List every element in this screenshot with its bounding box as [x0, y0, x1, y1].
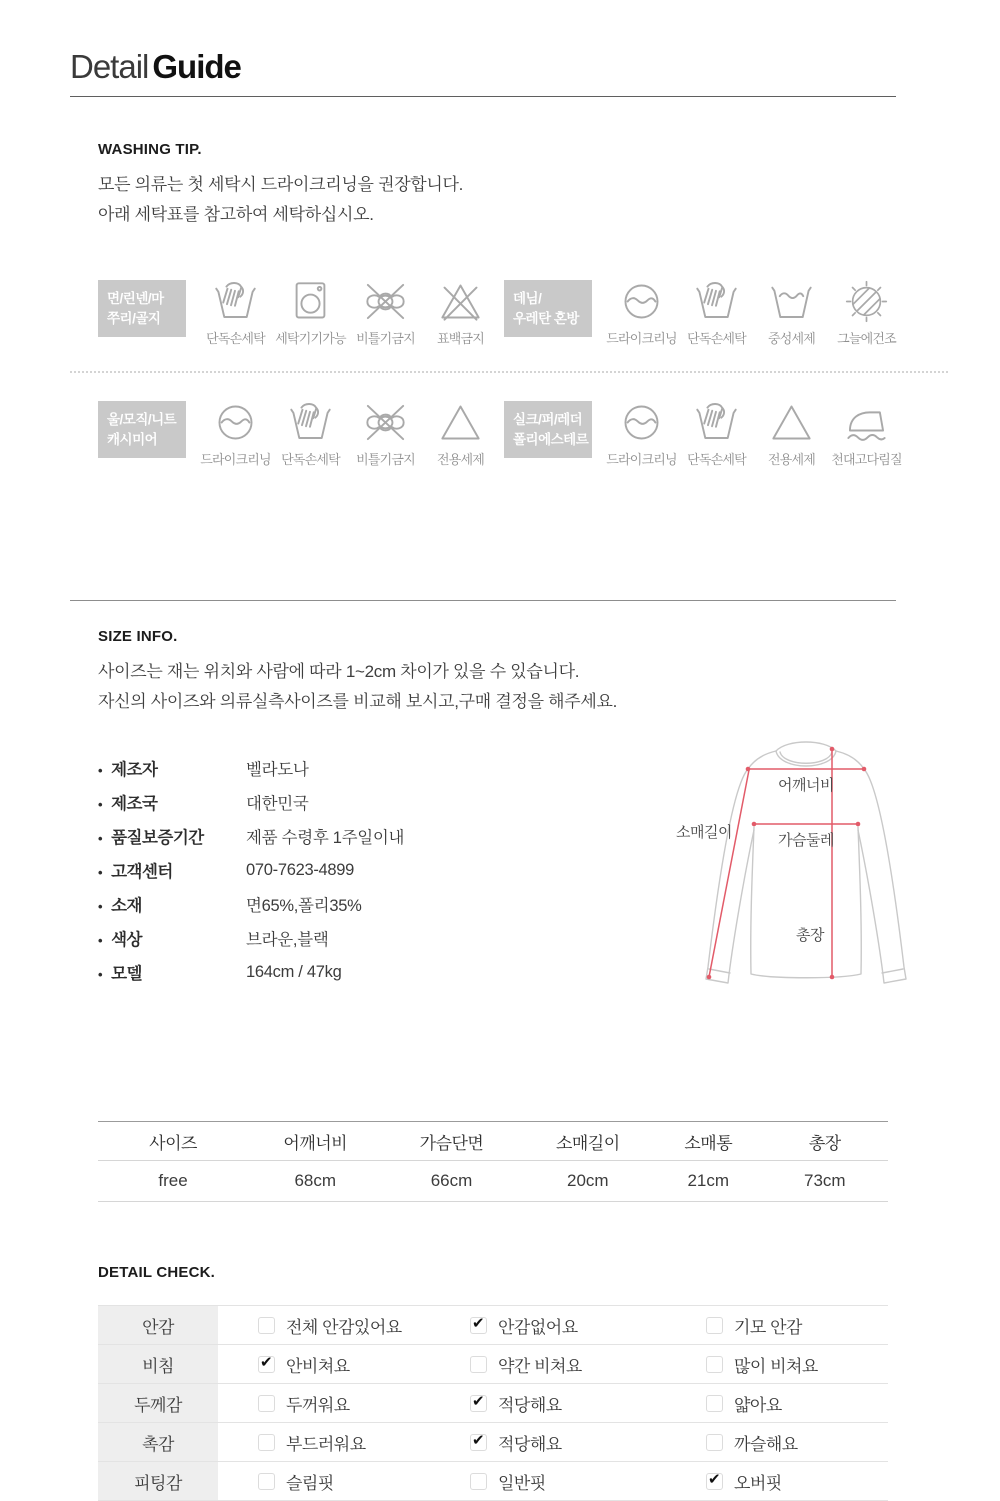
- page-title-light: Detail: [70, 48, 149, 85]
- wash-symbol-label: 드라이크리닝: [200, 452, 271, 467]
- spec-value: 벨라도나: [246, 761, 309, 779]
- spec-label: • 소재: [98, 892, 246, 916]
- check-option-label: 많이 비쳐요: [734, 1356, 818, 1376]
- wash-symbol-item: [604, 399, 679, 468]
- handwash-icon: [212, 278, 259, 325]
- check-option: [258, 1469, 470, 1494]
- washing-tip-section: [98, 141, 904, 468]
- wash-symbol-label: 중성세제: [767, 331, 816, 346]
- check-row-label: 두께감: [98, 1384, 218, 1422]
- check-row-texture: [98, 1423, 888, 1462]
- checkbox[interactable]: [258, 1473, 275, 1490]
- check-option-label: 까슬해요: [734, 1434, 798, 1454]
- fabric-category-line: 실크/퍼/레더: [513, 412, 583, 427]
- fabric-category-box: [98, 401, 186, 458]
- check-option: [258, 1430, 470, 1455]
- size-table-row: [98, 1161, 888, 1202]
- wash-symbol-item: [273, 399, 348, 468]
- wash-symbol-label: 단독손세탁: [281, 452, 340, 467]
- no-wring-icon: [362, 278, 409, 325]
- check-row-sheerness: [98, 1345, 888, 1384]
- washing-desc-line: 모든 의류는 첫 세탁시 드라이크리닝을 권장합니다.: [98, 175, 464, 194]
- checkbox[interactable]: [258, 1356, 275, 1373]
- fabric-category-line: 쭈리/골지: [107, 311, 161, 326]
- checkbox[interactable]: [470, 1434, 487, 1451]
- detail-check-heading: DETAIL CHECK.: [98, 1264, 216, 1281]
- size-col-header: 사이즈: [98, 1122, 248, 1161]
- wash-symbol-label: 세탁기기가능: [275, 331, 346, 346]
- size-col-header: 어깨너비: [248, 1122, 382, 1161]
- wash-symbol-item: [348, 278, 423, 347]
- checkbox[interactable]: [706, 1434, 723, 1451]
- size-info-heading: SIZE INFO.: [98, 628, 178, 645]
- wash-symbol-label: 드라이크리닝: [606, 452, 677, 467]
- diagram-label-length: 총장: [796, 927, 824, 944]
- spec-value: 면65%,폴리35%: [246, 897, 362, 915]
- page-title-bold: Guide: [152, 48, 241, 85]
- check-option-label: 약간 비쳐요: [498, 1356, 582, 1376]
- handwash-icon: [287, 399, 334, 446]
- spec-value: 제품 수령후 1주일이내: [246, 829, 405, 847]
- washing-tip-heading: WASHING TIP.: [98, 141, 202, 158]
- spec-label: • 제조자: [98, 756, 246, 780]
- spec-label: • 색상: [98, 926, 246, 950]
- size-col-header: 가슴단면: [382, 1122, 520, 1161]
- check-option-label: 적당해요: [498, 1434, 562, 1454]
- size-cell: 21cm: [655, 1161, 762, 1202]
- size-info-section: [98, 628, 904, 1202]
- check-row-label: 촉감: [98, 1423, 218, 1461]
- check-option-label: 얇아요: [734, 1395, 782, 1415]
- shirt-measure-diagram: [646, 727, 976, 1027]
- spec-value: 브라운,블랙: [246, 931, 329, 949]
- wash-symbol-item: [273, 278, 348, 347]
- special-detergent-icon: [768, 399, 815, 446]
- check-option-label: 오버핏: [734, 1473, 782, 1493]
- detail-check-table: [98, 1305, 888, 1501]
- page-title: [70, 48, 1000, 86]
- size-desc-line: 자신의 사이즈와 의류실측사이즈를 비교해 보시고,구매 결정을 해주세요.: [98, 692, 618, 711]
- checkbox[interactable]: [258, 1434, 275, 1451]
- fabric-group-silk: [504, 399, 904, 468]
- size-col-header: 총장: [762, 1122, 888, 1161]
- check-option-label: 두꺼워요: [286, 1395, 350, 1415]
- check-option-label: 기모 안감: [734, 1317, 802, 1337]
- check-option: [258, 1313, 470, 1338]
- wash-symbol-label: 표백금지: [436, 331, 485, 346]
- wash-symbol-item: [423, 399, 498, 468]
- checkbox[interactable]: [470, 1356, 487, 1373]
- handwash-icon: [693, 278, 740, 325]
- dry-clean-icon: [212, 399, 259, 446]
- check-option: [706, 1352, 888, 1377]
- wash-symbol-label: 드라이크리닝: [606, 331, 677, 346]
- fabric-group-denim: [504, 278, 904, 347]
- washing-row: [98, 399, 904, 468]
- shirt-diagram-svg: [646, 727, 976, 1027]
- fabric-category-box: [504, 401, 592, 458]
- shade-dry-icon: [843, 278, 890, 325]
- size-table: [98, 1121, 888, 1202]
- wash-symbol-item: [423, 278, 498, 347]
- fabric-category-line: 면/린넨/마: [107, 291, 164, 306]
- check-option-label: 안비쳐요: [286, 1356, 350, 1376]
- wash-symbol-item: [604, 278, 679, 347]
- checkbox[interactable]: [258, 1395, 275, 1412]
- wash-symbol-label: 단독손세탁: [687, 452, 746, 467]
- check-option: [470, 1352, 706, 1377]
- spec-value: 대한민국: [246, 795, 309, 813]
- check-row-lining: [98, 1306, 888, 1345]
- fabric-category-line: 캐시미어: [107, 432, 158, 447]
- wash-symbol-item: [198, 278, 273, 347]
- wash-symbol-label: 전용세제: [767, 452, 816, 467]
- wash-symbol-label: 단독손세탁: [687, 331, 746, 346]
- wash-symbol-label: 비틀기금지: [356, 331, 415, 346]
- checkbox[interactable]: [470, 1395, 487, 1412]
- check-option: [470, 1430, 706, 1455]
- check-row-fit: [98, 1462, 888, 1501]
- spec-label: • 고객센터: [98, 858, 246, 882]
- check-option: [706, 1430, 888, 1455]
- fabric-category-box: [98, 280, 186, 337]
- check-row-label: 비침: [98, 1345, 218, 1383]
- checkbox[interactable]: [706, 1395, 723, 1412]
- size-col-header: 소매통: [655, 1122, 762, 1161]
- fabric-group-wool: [98, 399, 498, 468]
- check-option: [706, 1313, 888, 1338]
- check-option-label: 슬림핏: [286, 1473, 334, 1493]
- checkbox[interactable]: [258, 1317, 275, 1334]
- diagram-label-shoulder: 어깨너비: [778, 777, 834, 794]
- size-col-header: 소매길이: [521, 1122, 655, 1161]
- size-cell: 73cm: [762, 1161, 888, 1202]
- spec-value: 164cm / 47kg: [246, 962, 342, 981]
- size-table-header-row: [98, 1122, 888, 1161]
- no-bleach-icon: [437, 278, 484, 325]
- spec-label: • 품질보증기간: [98, 824, 246, 848]
- washing-symbol-rows: [98, 278, 904, 468]
- washing-row: [98, 278, 904, 347]
- wash-symbol-item: [754, 399, 829, 468]
- checkbox[interactable]: [470, 1317, 487, 1334]
- check-option: [258, 1391, 470, 1416]
- header-rule: [70, 96, 896, 97]
- wash-symbol-label: 그늘에건조: [837, 331, 896, 346]
- check-option: [470, 1313, 706, 1338]
- check-row-thickness: [98, 1384, 888, 1423]
- page-header: [0, 0, 1000, 86]
- checkbox[interactable]: [706, 1317, 723, 1334]
- detail-check-section: [98, 1264, 888, 1501]
- fabric-category-line: 데님/: [513, 291, 542, 306]
- wash-symbol-label: 천대고다림질: [831, 452, 902, 467]
- size-cell: 66cm: [382, 1161, 520, 1202]
- diagram-label-sleeve: 소매길이: [676, 824, 732, 841]
- size-cell: 20cm: [521, 1161, 655, 1202]
- wash-symbol-item: [679, 278, 754, 347]
- fabric-group-cotton: [98, 278, 498, 347]
- spec-label: • 제조국: [98, 790, 246, 814]
- size-desc-line: 사이즈는 재는 위치와 사람에 따라 1~2cm 차이가 있을 수 있습니다.: [98, 662, 580, 681]
- no-wring-icon: [362, 399, 409, 446]
- check-option-label: 일반핏: [498, 1473, 546, 1493]
- fabric-category-line: 우레탄 혼방: [513, 311, 579, 326]
- washing-machine-icon: [287, 278, 334, 325]
- section-divider: [70, 600, 896, 601]
- washing-desc-line: 아래 세탁표를 참고하여 세탁하십시오.: [98, 205, 374, 224]
- diagram-label-chest: 가슴둘레: [778, 832, 834, 849]
- dry-clean-icon: [618, 399, 665, 446]
- wash-symbol-item: [829, 399, 904, 468]
- check-option: [258, 1352, 470, 1377]
- dry-clean-icon: [618, 278, 665, 325]
- neutral-detergent-icon: [768, 278, 815, 325]
- fabric-category-line: 폴리에스테르: [513, 432, 589, 447]
- checkbox[interactable]: [706, 1473, 723, 1490]
- wash-symbol-item: [348, 399, 423, 468]
- iron-cloth-icon: [843, 399, 890, 446]
- check-option: [706, 1469, 888, 1494]
- fabric-category-box: [504, 280, 592, 337]
- size-cell: free: [98, 1161, 248, 1202]
- dotted-separator: [70, 371, 948, 373]
- wash-symbol-label: 단독손세탁: [206, 331, 265, 346]
- wash-symbol-item: [198, 399, 273, 468]
- size-cell: 68cm: [248, 1161, 382, 1202]
- special-detergent-icon: [437, 399, 484, 446]
- check-option-label: 전체 안감있어요: [286, 1317, 402, 1337]
- wash-symbol-label: 비틀기금지: [356, 452, 415, 467]
- check-option-label: 적당해요: [498, 1395, 562, 1415]
- check-option: [470, 1391, 706, 1416]
- check-row-label: 피팅감: [98, 1462, 218, 1500]
- check-row-label: 안감: [98, 1306, 218, 1344]
- fabric-category-line: 울/모직/니트: [107, 412, 177, 427]
- check-option: [706, 1391, 888, 1416]
- spec-value: 070-7623-4899: [246, 860, 355, 879]
- wash-symbol-label: 전용세제: [436, 452, 485, 467]
- check-option-label: 부드러워요: [286, 1434, 366, 1454]
- check-option: [470, 1469, 706, 1494]
- spec-label: • 모델: [98, 960, 246, 984]
- wash-symbol-item: [679, 399, 754, 468]
- checkbox[interactable]: [706, 1356, 723, 1373]
- check-option-label: 안감없어요: [498, 1317, 578, 1337]
- wash-symbol-item: [829, 278, 904, 347]
- handwash-icon: [693, 399, 740, 446]
- wash-symbol-item: [754, 278, 829, 347]
- checkbox[interactable]: [470, 1473, 487, 1490]
